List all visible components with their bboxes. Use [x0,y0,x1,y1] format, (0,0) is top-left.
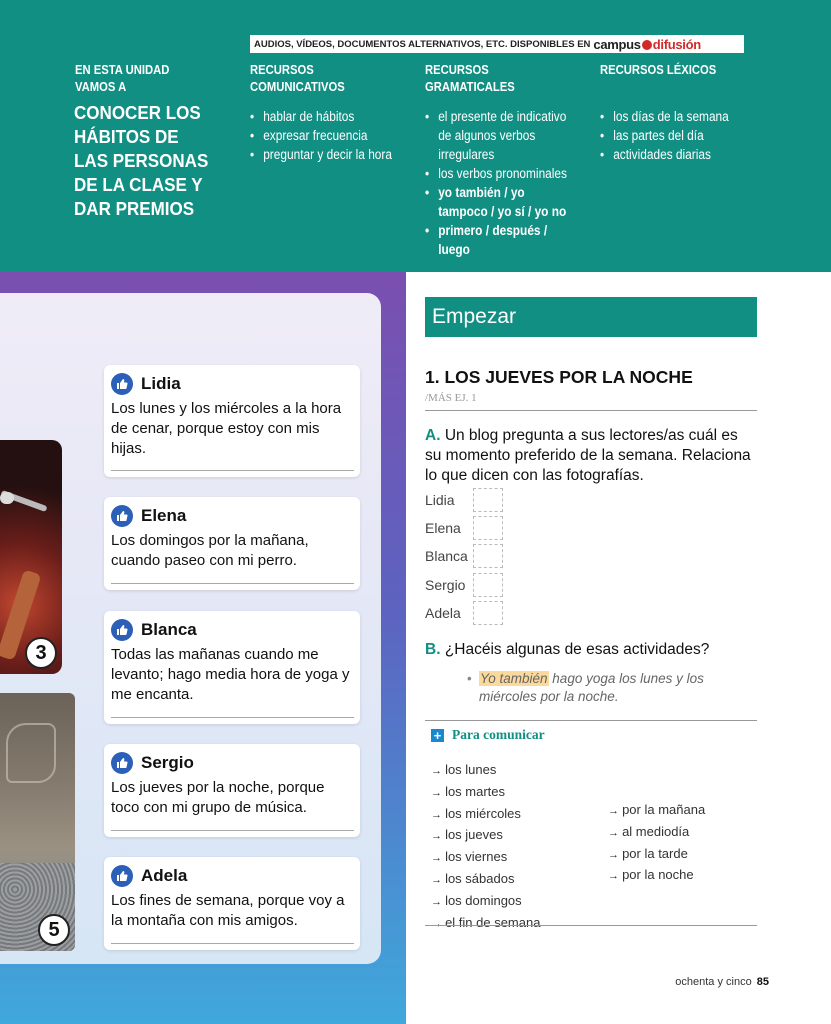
blog-post [104,744,360,837]
unit-goal: CONOCER LOS HÁBITOS DE LAS PERSONAS DE LA CLASE Y DAR PREMIOS [74,102,209,219]
list-item: → por la tarde [608,844,705,866]
list-item: → los martes [431,782,540,804]
grammar-title: RECURSOS GRAMATICALES [425,63,515,94]
lexical-title: RECURSOS LÉXICOS [600,63,717,77]
section-title: Empezar [425,297,757,337]
blog-post [104,497,360,590]
post-author: Blanca [141,620,197,639]
list-item: • primero / después / luego [425,221,575,259]
list-item: → los sábados [431,869,540,891]
para-comunicar-title: Para comunicar [452,727,545,742]
unit-header [0,0,831,272]
answer-box[interactable] [473,488,503,512]
answer-box[interactable] [473,516,503,540]
match-name: Elena [425,520,461,536]
bullet-icon: • [467,671,472,686]
part-b-letter: B. [425,641,441,658]
communicative-list [250,107,420,164]
exercise-title: 1. LOS JUEVES POR LA NOCHE [425,367,693,387]
match-name: Sergio [425,577,466,593]
resources-banner [250,35,744,53]
list-item: • hablar de hábitos [250,107,400,126]
page-number: 85 [756,976,769,988]
parts-of-day-list [608,800,705,887]
list-item: • los días de la semana [600,107,750,126]
photo-number-3: 3 [25,637,57,669]
part-b-instruction [425,640,757,660]
list-item: • las partes del día [600,126,750,145]
example-highlight: Yo también [480,671,548,686]
list-item: → los jueves [431,825,540,847]
post-author: Sergio [141,753,194,772]
plus-icon: + [431,729,444,742]
match-row [425,516,503,540]
days-list [431,760,540,934]
list-item: → al mediodía [608,822,705,844]
list-item: → los domingos [431,891,540,913]
match-row [425,573,503,597]
list-item: • yo también / yo tampoco / yo sí / yo no [425,183,575,221]
blog-post [104,857,360,950]
answer-box[interactable] [473,544,503,568]
list-item: → los viernes [431,847,540,869]
list-item: → los lunes [431,760,540,782]
resources-banner-text: AUDIOS, VÍDEOS, DOCUMENTOS ALTERNATIVOS, ETC. DISPONIBLES EN [254,38,591,50]
example-answer [467,670,737,706]
thumbs-up-icon [111,752,133,774]
answer-box[interactable] [473,573,503,597]
match-name: Blanca [425,548,468,564]
paw-icon [642,40,652,50]
page-footer [675,976,769,988]
thumbs-up-icon [111,505,133,527]
exercise-reference: /MÁS EJ. 1 [425,392,477,404]
part-a-letter: A. [425,427,441,444]
post-text: Los lunes y los miércoles a la hora de cenar, porque estoy con mis hijas. [111,400,342,457]
post-author: Adela [141,866,188,885]
post-text: Los domingos por la mañana, cuando paseo con mi perro. [111,532,309,569]
post-text: Todas las mañanas cuando me levanto; hago media hora de yoga y me encanta. [111,646,350,703]
thumbs-up-icon [111,865,133,887]
divider [425,925,757,926]
grammar-list [425,107,595,259]
part-a-instruction [425,426,757,486]
match-name: Adela [425,605,461,621]
photo-mountain-trail [0,693,75,951]
page-number-words: ochenta y cinco [675,976,752,988]
blog-post [104,611,360,724]
campus-difusion-logo: campus difusión [593,36,701,52]
graffiti-shape [6,723,56,783]
divider [425,410,757,411]
match-row [425,488,503,512]
post-text: Los jueves por la noche, porque toco con mi grupo de música. [111,779,325,816]
match-row [425,601,503,625]
blog-post [104,365,360,477]
post-text: Los fines de semana, porque voy a la montaña con mis amigos. [111,892,345,929]
match-name: Lidia [425,492,455,508]
list-item: → el fin de semana [431,913,540,935]
list-item: • preguntar y decir la hora [250,145,400,164]
post-author: Elena [141,506,187,525]
part-a-text: Un blog pregunta a sus lectores/as cuál es su momento preferido de la semana. Relaciona lo que dicen con las fotografías. [425,427,751,484]
list-item: • los verbos pronominales [425,164,575,183]
para-comunicar-header [431,727,545,743]
microphone-head-shape [0,492,14,504]
part-b-text: ¿Hacéis algunas de esas actividades? [444,641,710,658]
list-item: → por la mañana [608,800,705,822]
list-item: → por la noche [608,865,705,887]
example-text: hago yoga los lunes y los miércoles por la noche. [479,671,704,704]
list-item: • expresar frecuencia [250,126,400,145]
post-author: Lidia [141,374,181,393]
list-item: → los miércoles [431,804,540,826]
lexical-list [600,107,770,164]
thumbs-up-icon [111,373,133,395]
thumbs-up-icon [111,619,133,641]
answer-box[interactable] [473,601,503,625]
unit-label: EN ESTA UNIDAD VAMOS A [75,63,170,94]
divider [425,720,757,721]
communicative-title: RECURSOS COMUNICATIVOS [250,63,345,94]
list-item: • actividades diarias [600,145,750,164]
match-row [425,544,503,568]
photo-number-5: 5 [38,914,70,946]
list-item: • el presente de indicativo de algunos verbos irregulares [425,107,575,164]
